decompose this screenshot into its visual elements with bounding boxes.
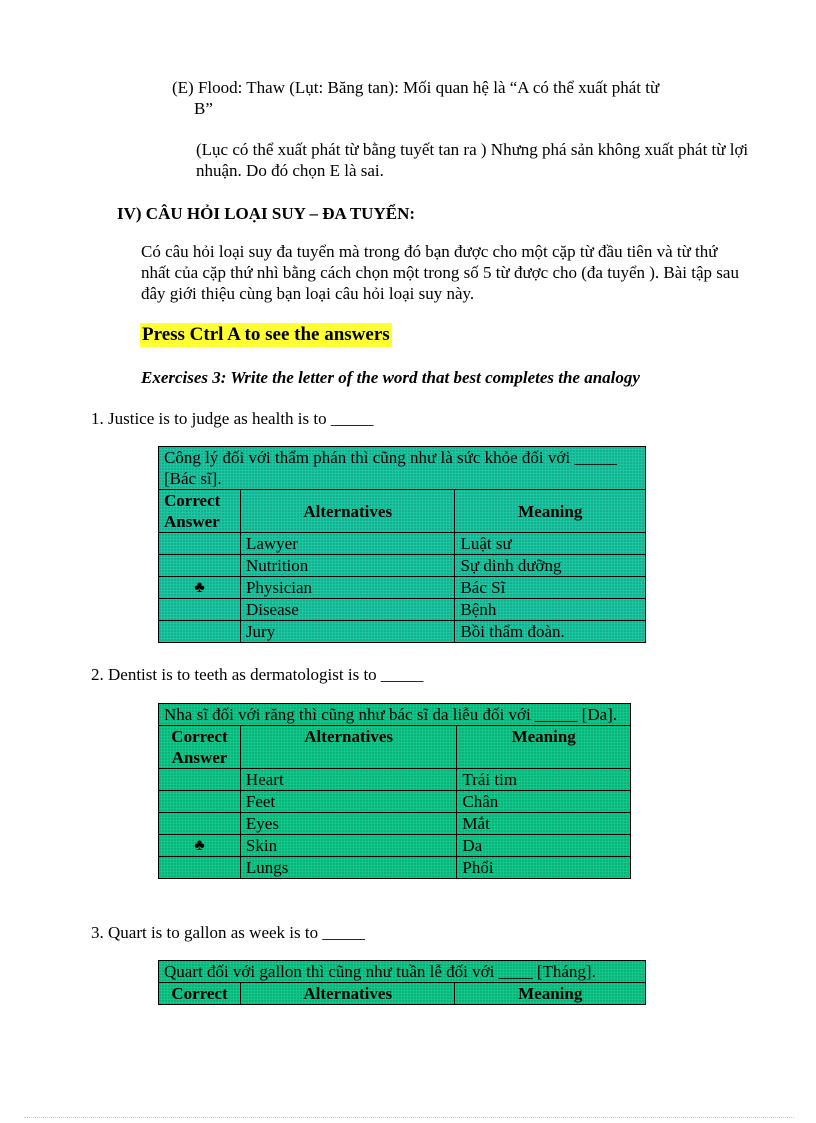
- alternative-cell: Heart: [240, 769, 456, 791]
- meaning-cell: Da: [457, 835, 631, 857]
- meaning-cell: Sự dinh dưỡng: [455, 555, 646, 577]
- alternative-cell: Jury: [240, 621, 455, 643]
- alternative-cell: Lungs: [240, 857, 456, 879]
- meaning-cell: Luật sư: [455, 533, 646, 555]
- alternatives-header: Alternatives: [240, 726, 456, 769]
- correct-answer-header: Correct Answer: [159, 726, 241, 769]
- table-row: [159, 555, 646, 577]
- question-1-translation: Công lý đối với thẩm phán thì cũng như là sức khỏe đối với _____ [Bác sĩ].: [159, 447, 646, 490]
- alternatives-header: Alternatives: [240, 983, 455, 1005]
- alternative-cell: Feet: [240, 791, 456, 813]
- correct-marker: [159, 791, 241, 813]
- correct-marker: [159, 555, 241, 577]
- meaning-header: Meaning: [455, 983, 646, 1005]
- question-2-prompt: 2. Dentist is to teeth as dermatologist is to _____: [91, 665, 424, 684]
- option-e-line2: B”: [194, 99, 213, 118]
- table-row: [159, 857, 631, 879]
- section-title: IV) CÂU HỎI LOẠI SUY – ĐA TUYỂN:: [117, 204, 416, 223]
- alternative-cell: Disease: [240, 599, 455, 621]
- table-row: [159, 577, 646, 599]
- alternative-cell: Eyes: [240, 813, 456, 835]
- meaning-header: Meaning: [455, 490, 646, 533]
- page-divider: [24, 1117, 794, 1118]
- option-e-note: (Lục có thể xuất phát từ bằng tuyết tan ra ) Nhưng phá sản không xuất phát từ lợi nhuận. Do đó chọn E là sai.: [196, 140, 749, 180]
- section-intro: Có câu hỏi loại suy đa tuyển mà trong đó bạn được cho một cặp từ đầu tiên và từ thứ nhất của cặp thứ nhì bằng cách chọn một trong số 5 từ được cho (đa tuyển ). Bài tập sau đây giới thiệu cùng bạn loại câu hỏi loại suy này.: [141, 242, 739, 303]
- option-e-line1: (E) Flood: Thaw (Lụt: Băng tan): Mối quan hệ là “A có thể xuất phát từ: [172, 78, 660, 97]
- club-icon: ♣: [159, 577, 241, 599]
- exercise-title: Exercises 3: Write the letter of the word that best completes the analogy: [141, 368, 640, 387]
- meaning-cell: Phổi: [457, 857, 631, 879]
- table-row: [159, 769, 631, 791]
- table-row: [159, 791, 631, 813]
- option-e-text: [172, 77, 732, 119]
- correct-marker: [159, 769, 241, 791]
- meaning-cell: Bồi thẩm đoàn.: [455, 621, 646, 643]
- press-hint: Press Ctrl A to see the answers: [142, 324, 390, 345]
- question-2-table: [158, 703, 631, 879]
- alternatives-header: Alternatives: [240, 490, 455, 533]
- question-1-prompt: 1. Justice is to judge as health is to _____: [91, 409, 374, 428]
- correct-marker: [159, 533, 241, 555]
- alternative-cell: Lawyer: [240, 533, 455, 555]
- alternative-cell: Nutrition: [240, 555, 455, 577]
- table-row: [159, 835, 631, 857]
- club-icon: ♣: [159, 835, 241, 857]
- alternative-cell: Physician: [240, 577, 455, 599]
- question-3-prompt: 3. Quart is to gallon as week is to _____: [91, 923, 365, 942]
- correct-marker: [159, 621, 241, 643]
- alternative-cell: Skin: [240, 835, 456, 857]
- table-row: [159, 813, 631, 835]
- meaning-header: Meaning: [457, 726, 631, 769]
- question-1-table: [158, 446, 646, 643]
- table-row: [159, 533, 646, 555]
- correct-answer-header: Correct Answer: [159, 490, 241, 533]
- meaning-cell: Bệnh: [455, 599, 646, 621]
- meaning-cell: Bác Sĩ: [455, 577, 646, 599]
- table-row: [159, 621, 646, 643]
- meaning-cell: Chân: [457, 791, 631, 813]
- correct-marker: [159, 599, 241, 621]
- correct-marker: [159, 857, 241, 879]
- correct-marker: [159, 813, 241, 835]
- table-row: [159, 599, 646, 621]
- meaning-cell: Trái tim: [457, 769, 631, 791]
- question-3-translation: Quart đối với gallon thì cũng như tuần lễ đối với ____ [Tháng].: [159, 961, 646, 983]
- question-3-table: [158, 960, 646, 1005]
- question-2-translation: Nha sĩ đối với răng thì cũng như bác sĩ da liễu đối với _____ [Da].: [159, 704, 631, 726]
- meaning-cell: Mắt: [457, 813, 631, 835]
- correct-header: Correct: [159, 983, 241, 1005]
